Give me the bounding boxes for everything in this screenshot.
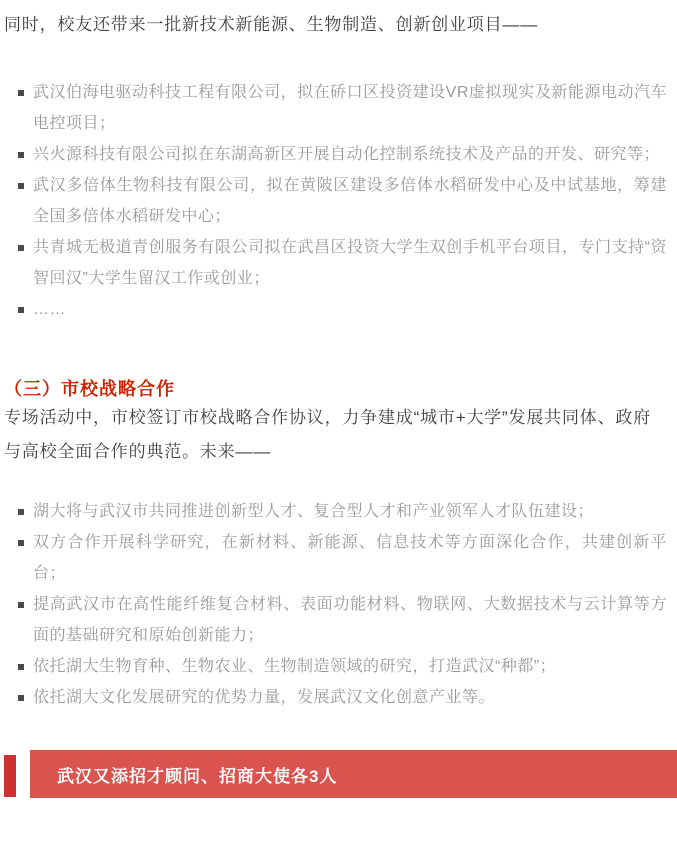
list-item (33, 589, 667, 651)
alumni-project-list (0, 77, 667, 325)
bullet-square-icon (18, 183, 24, 189)
bullet-square-icon (18, 245, 24, 251)
list-item-text: 依托湖大文化发展研究的优势力量，发展武汉文化创意产业等。 (33, 689, 496, 706)
list-item-text: 依托湖大生物育种、生物农业、生物制造领域的研究，打造武汉“种都”； (33, 658, 557, 675)
bullet-square-icon (18, 90, 24, 96)
list-item (33, 682, 667, 713)
list-item-text: 共青城无极道青创服务有限公司拟在武昌区投资大学生双创手机平台项目，专门支持“资智回汉”大学生留汉工作或创业； (33, 239, 667, 287)
list-item (33, 496, 667, 527)
bullet-square-icon (18, 307, 24, 313)
list-item (33, 294, 667, 325)
bullet-square-icon (18, 602, 24, 608)
bullet-square-icon (18, 540, 24, 546)
list-item (33, 77, 667, 139)
list-item-text: 武汉伯海电驱动科技工程有限公司，拟在硚口区投资建设VR虚拟现实及新能源电动汽车电控项目； (33, 84, 667, 132)
list-item (33, 232, 667, 294)
list-item-text: 兴火源科技有限公司拟在东湖高新区开展自动化控制系统技术及产品的开发、研究等； (33, 146, 661, 163)
list-item-text: 武汉多倍体生物科技有限公司，拟在黄陂区建设多倍体水稻研发中心及中试基地，筹建全国多倍体水稻研发中心； (33, 177, 667, 225)
cooperation-list (0, 496, 667, 713)
bullet-square-icon (18, 509, 24, 515)
list-item-text: 双方合作开展科学研究，在新材料、新能源、信息技术等方面深化合作，共建创新平台； (33, 534, 667, 582)
list-item (33, 139, 667, 170)
list-item (33, 651, 667, 682)
banner-title: 武汉又添招才顾问、招商大使各3人 (57, 766, 338, 786)
section-three-paragraph: 专场活动中，市校签订市校战略合作协议，力争建成“城市+大学”发展共同体、政府与高校全面合作的典范。未来—— (4, 408, 651, 461)
list-item-text: 湖大将与武汉市共同推进创新型人才、复合型人才和产业领军人才队伍建设； (33, 503, 595, 520)
bullet-square-icon (18, 664, 24, 670)
list-item-text: …… (33, 301, 66, 318)
list-item (33, 170, 667, 232)
intro-section (0, 0, 677, 42)
list-item (33, 527, 667, 589)
bullet-square-icon (18, 695, 24, 701)
bullet-square-icon (18, 152, 24, 158)
banner (30, 750, 677, 798)
banner-accent-bar (4, 755, 16, 797)
list-item-text: 提高武汉市在高性能纤维复合材料、表面功能材料、物联网、大数据技术与云计算等方面的基础研究和原始创新能力； (33, 596, 667, 644)
intro-paragraph: 同时，校友还带来一批新技术新能源、生物制造、创新创业项目—— (4, 15, 538, 34)
section-three-heading: （三）市校战略合作 (4, 379, 175, 399)
section-banner (0, 750, 677, 798)
